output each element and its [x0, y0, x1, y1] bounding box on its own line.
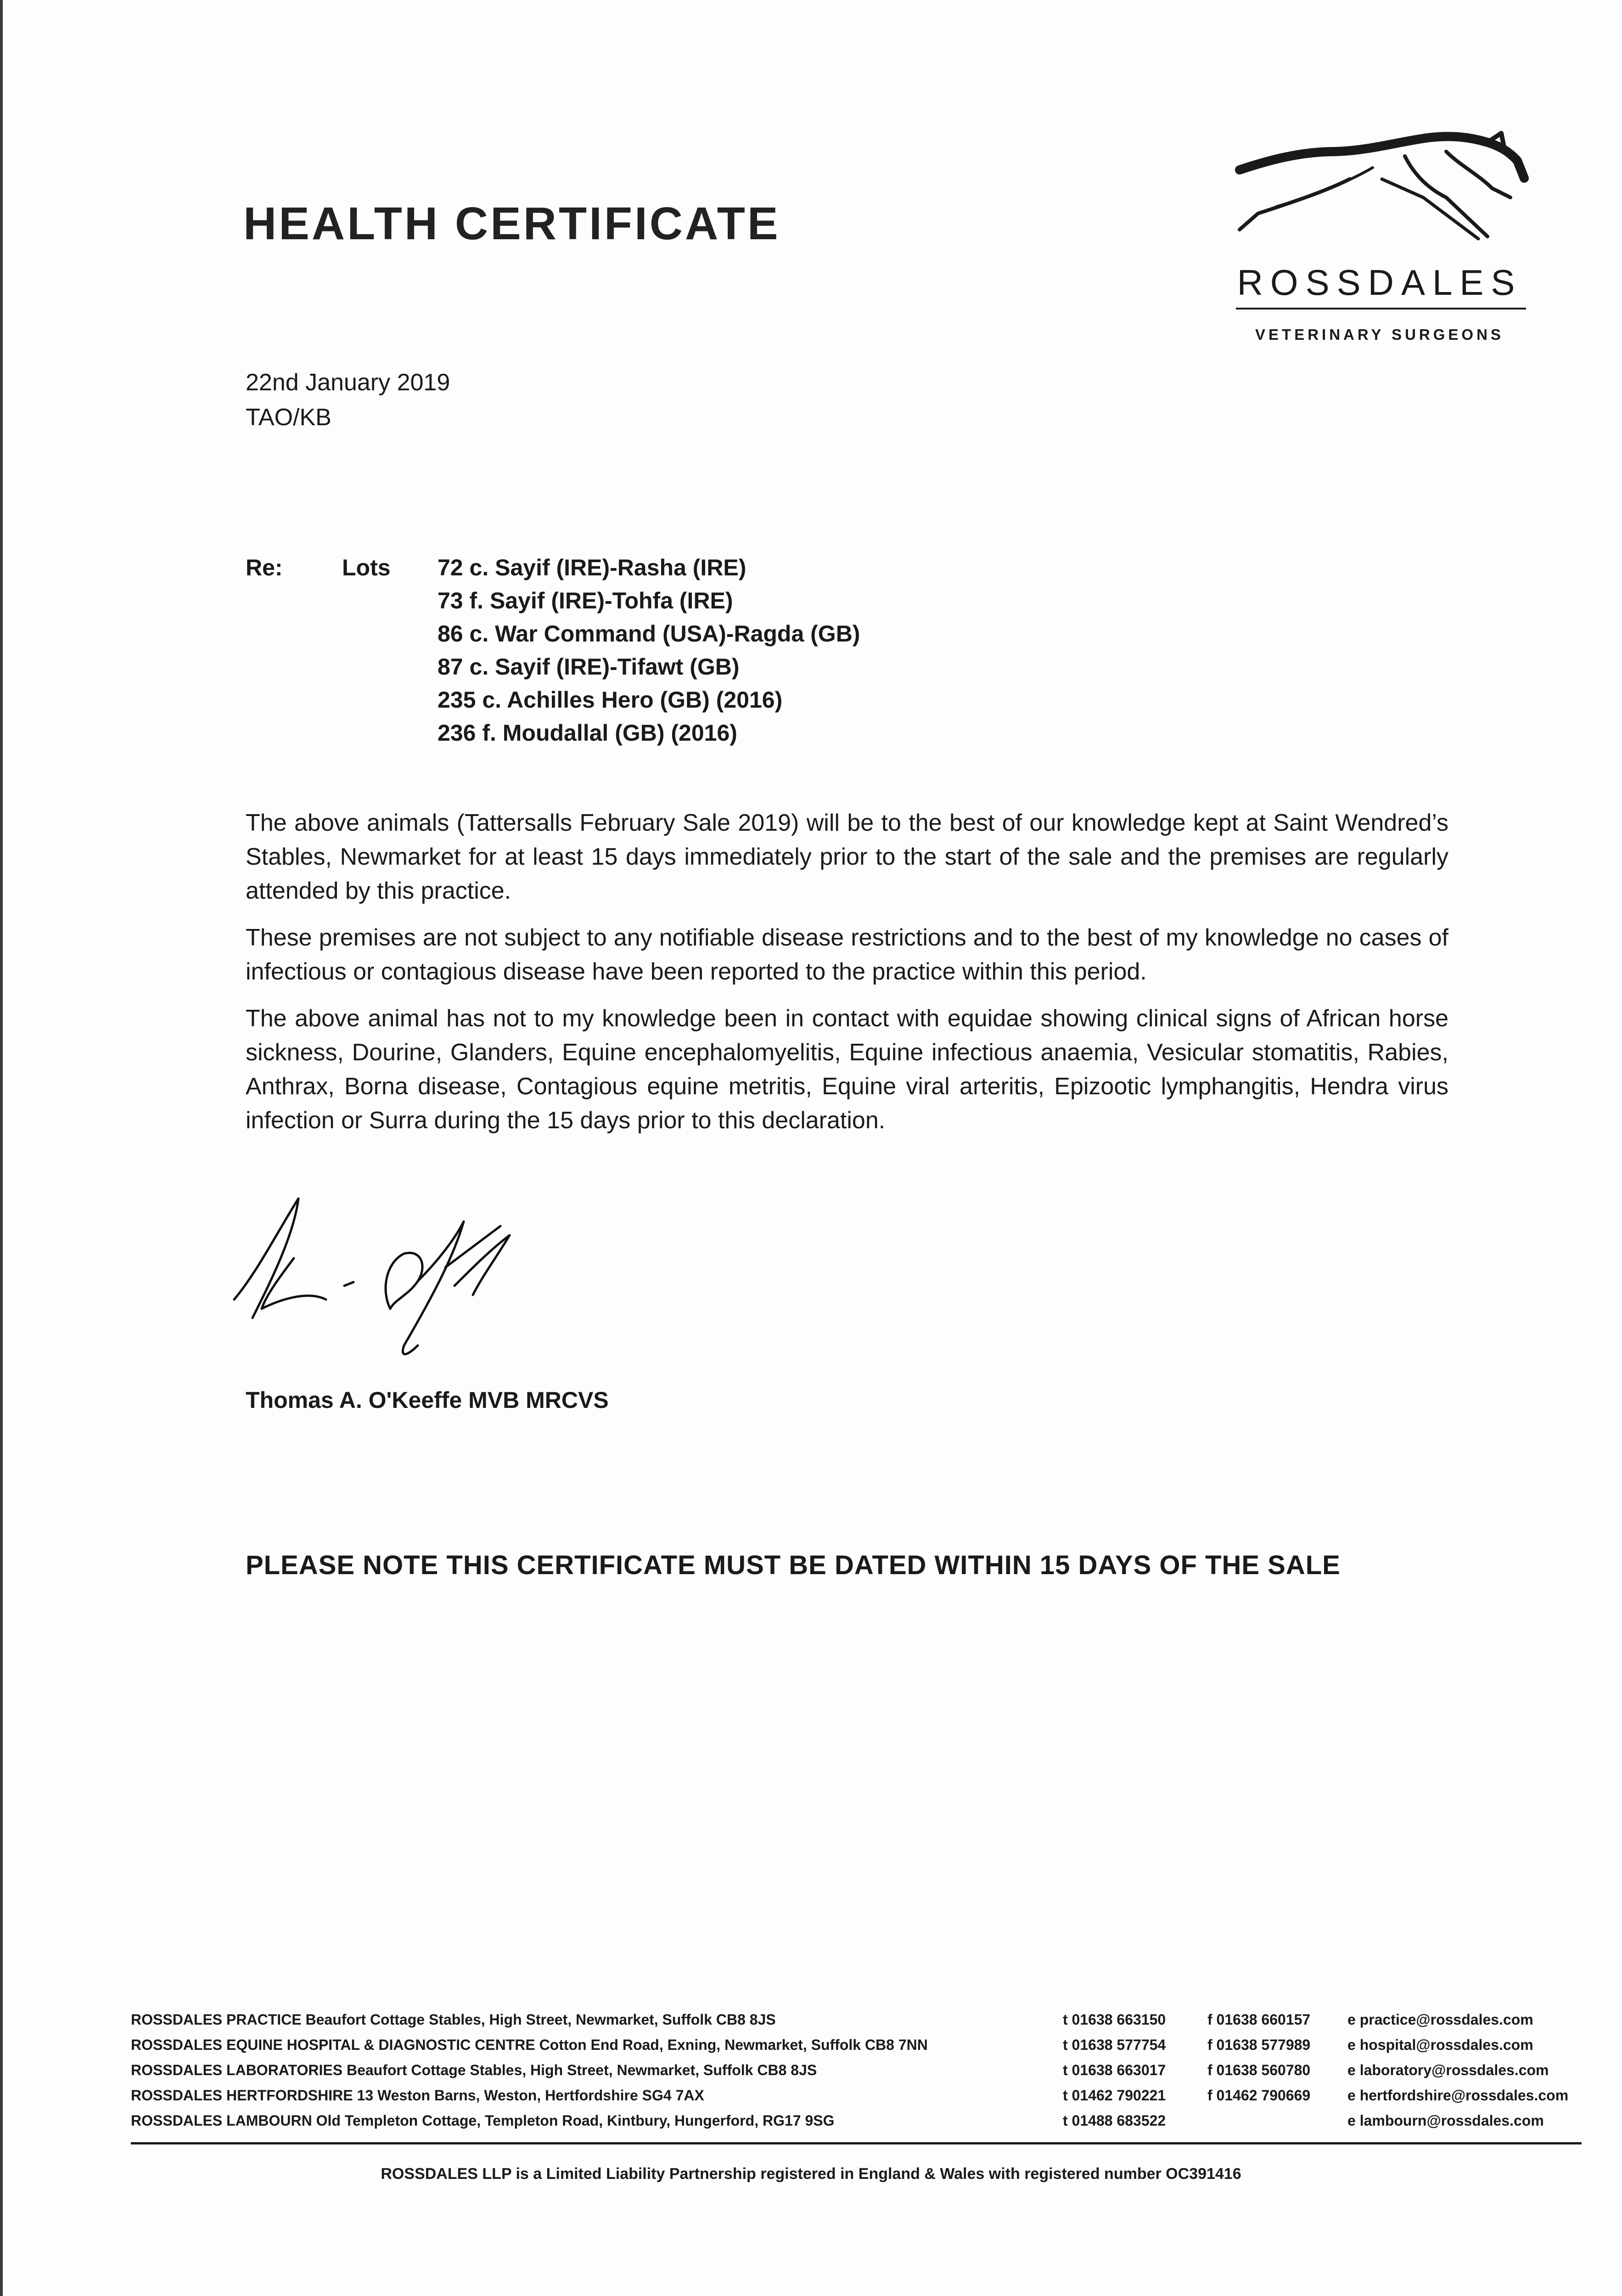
signature	[207, 1162, 620, 1401]
footer-telephone: t 01638 663150	[1063, 2011, 1166, 2028]
footer-telephone: t 01638 663017	[1063, 2062, 1166, 2078]
lot-item: 72 c. Sayif (IRE)-Rasha (IRE)	[438, 555, 746, 580]
horse-icon	[1230, 124, 1529, 257]
lot-item: 73 f. Sayif (IRE)-Tohfa (IRE)	[438, 588, 733, 613]
certificate-body	[246, 806, 1448, 1150]
footer-email: e hospital@rossdales.com	[1347, 2037, 1533, 2053]
body-paragraph: The above animals (Tattersalls February Sale 2019) will be to the best of our knowledge kept at Saint Wendred’s Stables, Newmarket for at least 15 days immediately prior to the start of the sale and the premises are regularly attended by this practice.	[246, 810, 1448, 904]
body-paragraph: These premises are not subject to any notifiable disease restrictions and to the best of my knowledge no cases of infectious or contagious disease have been reported to the practice within this period.	[246, 924, 1448, 985]
footer-telephone: t 01638 577754	[1063, 2037, 1166, 2053]
lot-item: 235 c. Achilles Hero (GB) (2016)	[438, 687, 783, 713]
scan-edge	[0, 0, 3, 2296]
document-meta	[246, 365, 450, 435]
page-title: HEALTH CERTIFICATE	[243, 198, 780, 249]
footer-address: ROSSDALES LAMBOURN Old Templeton Cottage, Templeton Road, Kintbury, Hungerford, RG17 9SG	[131, 2112, 835, 2129]
lot-item: 87 c. Sayif (IRE)-Tifawt (GB)	[438, 654, 740, 680]
footer-fax: f 01638 660157	[1207, 2011, 1311, 2028]
footer-email: e hertfordshire@rossdales.com	[1347, 2087, 1569, 2104]
footer-row	[131, 2087, 1577, 2112]
footer-fax: f 01638 560780	[1207, 2062, 1311, 2078]
footer-email: e practice@rossdales.com	[1347, 2011, 1533, 2028]
footer-telephone: t 01488 683522	[1063, 2112, 1166, 2129]
registration-notice: ROSSDALES LLP is a Limited Liability Partnership registered in England & Wales with registered number OC391416	[381, 2165, 1241, 2183]
footer-fax: f 01462 790669	[1207, 2087, 1311, 2104]
lot-item: 236 f. Moudallal (GB) (2016)	[438, 720, 737, 746]
footer-address: ROSSDALES EQUINE HOSPITAL & DIAGNOSTIC CENTRE Cotton End Road, Exning, Newmarket, Suffolk CB8 7NN	[131, 2037, 928, 2053]
footer-address: ROSSDALES LABORATORIES Beaufort Cottage Stables, High Street, Newmarket, Suffolk CB8 8JS	[131, 2062, 817, 2078]
footer-address: ROSSDALES PRACTICE Beaufort Cottage Stables, High Street, Newmarket, Suffolk CB8 8JS	[131, 2011, 776, 2028]
document-reference: TAO/KB	[246, 404, 331, 431]
footer-address: ROSSDALES HERTFORDSHIRE 13 Weston Barns, Weston, Hertfordshire SG4 7AX	[131, 2087, 704, 2104]
company-logo	[1230, 124, 1529, 354]
re-label: Re:	[246, 555, 283, 580]
footer-email: e lambourn@rossdales.com	[1347, 2112, 1544, 2129]
body-paragraph: The above animal has not to my knowledge been in contact with equidae showing clinical signs of African horse sickness, Dourine, Glanders, Equine encephalomyelitis, Equine infectious anaemia, Vesicular stomatitis, Rabies, Anthrax, Borna disease, Contagious equine metritis, Equine viral arteritis, Epizootic lymphangitis, Hendra virus infection or Surra during the 15 days prior to this declaration.	[246, 1005, 1448, 1134]
footer-row	[131, 2011, 1577, 2037]
footer-telephone: t 01462 790221	[1063, 2087, 1166, 2104]
footer-row	[131, 2062, 1577, 2087]
footer-divider	[131, 2142, 1582, 2144]
footer-email: e laboratory@rossdales.com	[1347, 2062, 1549, 2078]
lots-list	[438, 551, 860, 749]
signatory-name: Thomas A. O'Keeffe MVB MRCVS	[246, 1387, 609, 1413]
brand-name: ROSSDALES	[1237, 262, 1522, 303]
lot-item: 86 c. War Command (USA)-Ragda (GB)	[438, 621, 860, 647]
lots-label: Lots	[342, 555, 391, 580]
footer-fax: f 01638 577989	[1207, 2037, 1311, 2053]
brand-divider	[1236, 308, 1526, 310]
notice: PLEASE NOTE THIS CERTIFICATE MUST BE DATED WITHIN 15 DAYS OF THE SALE	[246, 1550, 1341, 1580]
brand-tagline: VETERINARY SURGEONS	[1255, 326, 1504, 343]
footer-row	[131, 2112, 1577, 2138]
document-date: 22nd January 2019	[246, 369, 450, 396]
footer-row	[131, 2037, 1577, 2062]
